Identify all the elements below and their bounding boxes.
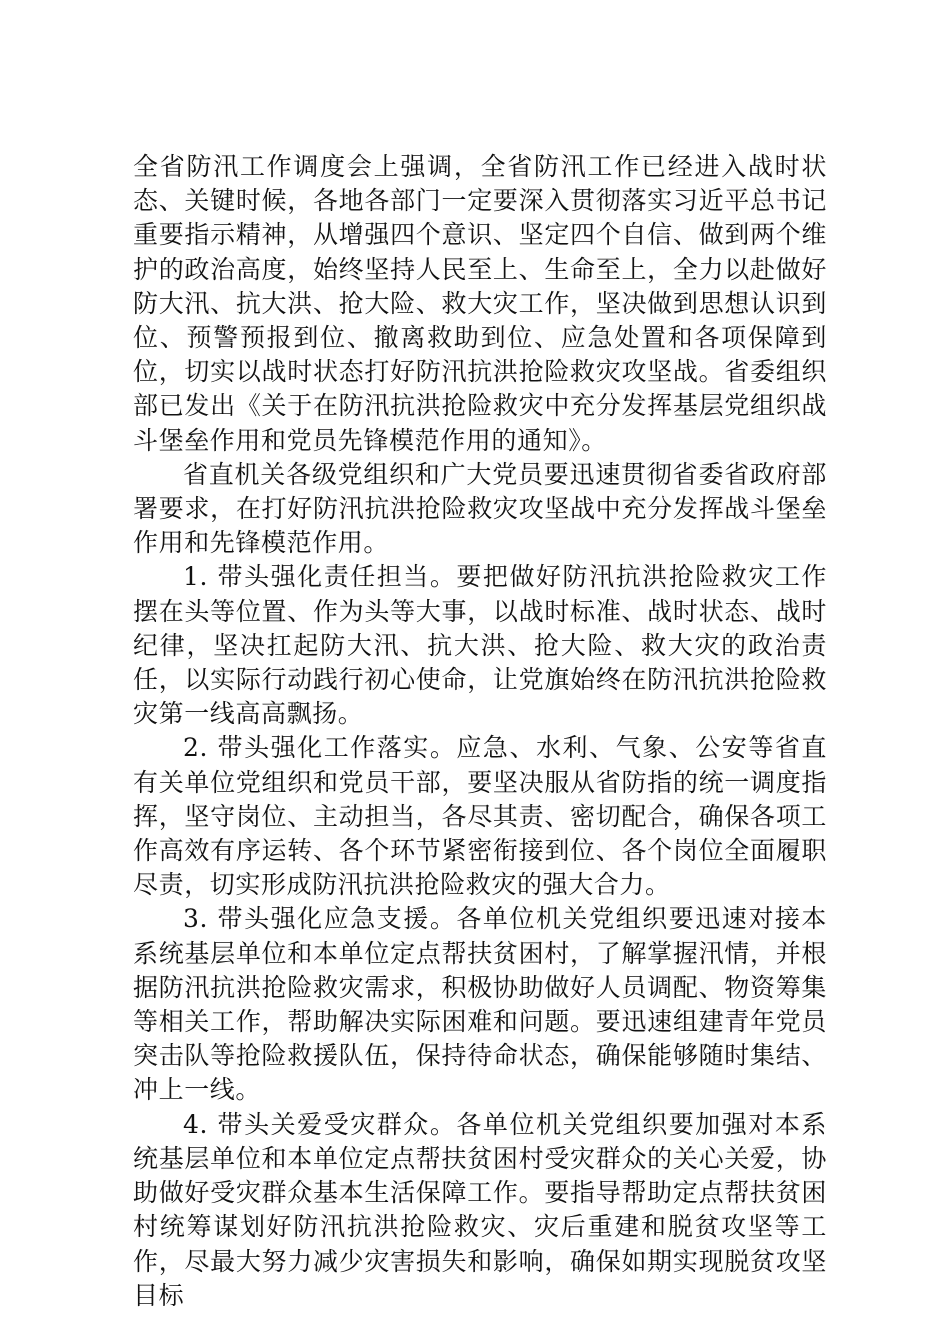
paragraph-item-3: 3. 带头强化应急支援。各单位机关党组织要迅速对接本系统基层单位和本单位定点帮扶贫困村，了解掌握汛情，并根据防汛抗洪抢险救灾需求，积极协助做好人员调配、物资筹集等相关工作，帮助解决实际困难和问题。要迅速组建青年党员突击队等抢险救援队伍，保持待命状态，确保能够随时集结、冲上一线。 (133, 904, 827, 1105)
paragraph-item-2: 2. 带头强化工作落实。应急、水利、气象、公安等省直有关单位党组织和党员干部，要坚决服从省防指的统一调度指挥，坚守岗位、主动担当，各尽其责、密切配合，确保各项工作高效有序运转、各个环节紧密衔接到位、各个岗位全面履职尽责，切实形成防汛抗洪抢险救灾的强大合力。 (133, 733, 827, 900)
paragraph-item-4: 4. 带头关爱受灾群众。各单位机关党组织要加强对本系统基层单位和本单位定点帮扶贫困村受灾群众的关心关爱，协助做好受灾群众基本生活保障工作。要指导帮助定点帮扶贫困村统筹谋划好防汛抗洪抢险救灾、灾后重建和脱贫攻坚等工作，尽最大努力减少灾害损失和影响，确保如期实现脱贫攻坚目标 (133, 1109, 827, 1310)
paragraph-requirements: 省直机关各级党组织和广大党员要迅速贯彻省委省政府部署要求，在打好防汛抗洪抢险救灾攻坚战中充分发挥战斗堡垒作用和先锋模范作用。 (133, 459, 827, 558)
document-page (133, 150, 827, 1313)
paragraph-intro: 全省防汛工作调度会上强调，全省防汛工作已经进入战时状态、关键时候，各地各部门一定要深入贯彻落实习近平总书记重要指示精神，从增强四个意识、坚定四个自信、做到两个维护的政治高度，始终坚持人民至上、生命至上，全力以赴做好防大汛、抗大洪、抢大险、救大灾工作，坚决做到思想认识到位、预警预报到位、撤离救助到位、应急处置和各项保障到位，切实以战时状态打好防汛抗洪抢险救灾攻坚战。省委组织部已发出《关于在防汛抗洪抢险救灾中充分发挥基层党组织战斗堡垒作用和党员先锋模范作用的通知》。 (133, 152, 827, 455)
paragraph-item-1: 1. 带头强化责任担当。要把做好防汛抗洪抢险救灾工作摆在头等位置、作为头等大事，以战时标准、战时状态、战时纪律，坚决扛起防大汛、抗大洪、抢大险、救大灾的政治责任，以实际行动践行初心使命，让党旗始终在防汛抗洪抢险救灾第一线高高飘扬。 (133, 562, 827, 729)
